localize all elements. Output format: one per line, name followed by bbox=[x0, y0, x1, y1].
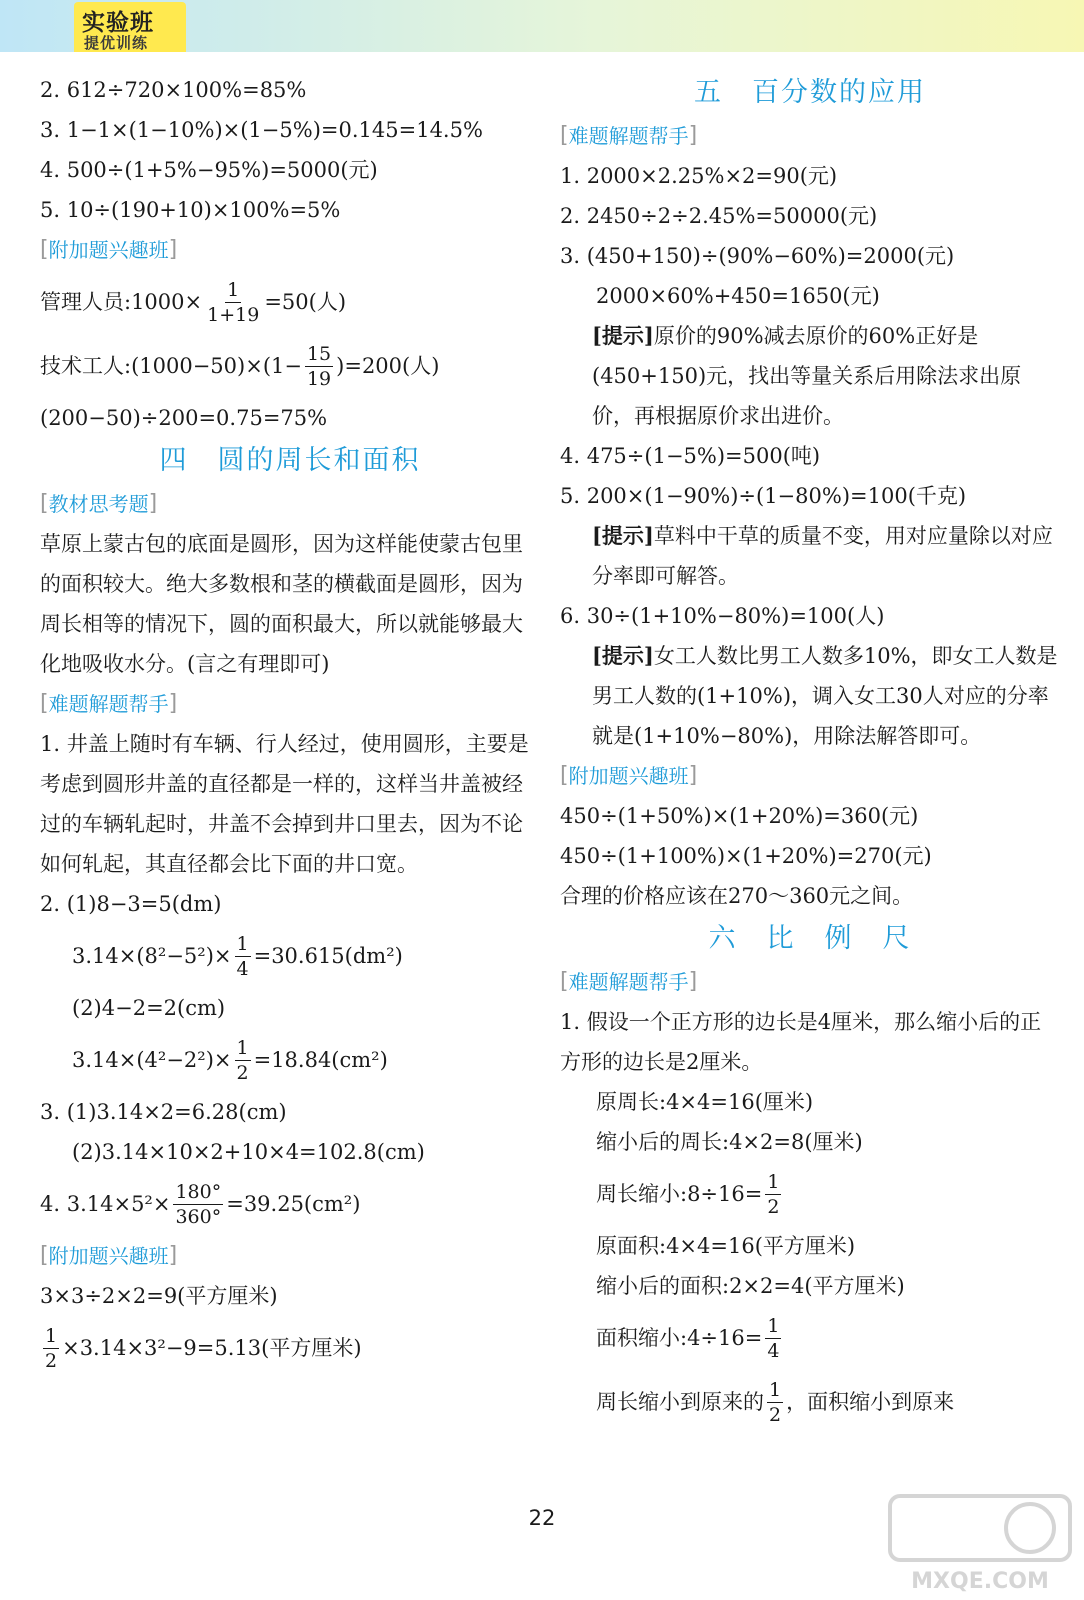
answer-line: 合理的价格应该在270～360元之间。 bbox=[560, 884, 914, 908]
answer-line: (2)3.14×10×2+10×4=102.8(cm) bbox=[72, 1140, 425, 1164]
answer-line: 2. 612÷720×100%=85% bbox=[40, 78, 307, 102]
hint-paragraph bbox=[560, 636, 1060, 756]
answer-line: 450÷(1+50%)×(1+20%)=360(元) bbox=[560, 804, 919, 828]
fraction-denominator: 2 bbox=[236, 1061, 249, 1084]
brand-subtitle: 提优训练 bbox=[84, 34, 149, 52]
fraction-denominator: 4 bbox=[767, 1339, 780, 1362]
answer-line: 2. 2450÷2÷2.45%=50000(元) bbox=[560, 204, 878, 228]
tag-label: 难题解题帮手 bbox=[568, 124, 689, 148]
fraction-numerator: 1 bbox=[236, 932, 249, 955]
answer-line bbox=[560, 1162, 1060, 1226]
tag-help: [ 难题解题帮手 ] bbox=[560, 962, 1060, 1002]
answer-paragraph: 1. 井盖上随时有车辆、行人经过，使用圆形，主要是考虑到圆形井盖的直径都是一样的，这样当井盖被经过的车辆轧起时，井盖不会掉到井口里去，因为不论如何轧起，其直径都会比下面的井口宽。 bbox=[40, 732, 529, 876]
fraction bbox=[205, 279, 261, 326]
tag-extra: [ 附加题兴趣班 ] bbox=[40, 1236, 540, 1276]
left-column bbox=[40, 70, 540, 1380]
tag-extra: [ 附加题兴趣班 ] bbox=[40, 230, 540, 270]
watermark-logo bbox=[880, 1488, 1080, 1598]
hint-label: [提示] bbox=[592, 643, 654, 668]
answer-line bbox=[40, 1028, 540, 1092]
answer-line: 3. (1)3.14×2=6.28(cm) bbox=[40, 1100, 287, 1124]
tag-help: [ 难题解题帮手 ] bbox=[40, 684, 540, 724]
tag-label: 附加题兴趣班 bbox=[48, 238, 169, 262]
expr-text: 周长缩小:8÷16= bbox=[596, 1182, 763, 1206]
answer-line: 原周长:4×4=16(厘米) bbox=[596, 1090, 814, 1114]
hint-label: [提示] bbox=[592, 323, 654, 348]
expr-text: 3.14×(4²−2²)× bbox=[72, 1048, 232, 1072]
expr-text: ×3.14×3²−9=5.13(平方厘米) bbox=[62, 1336, 362, 1360]
fraction-numerator: 1 bbox=[767, 1314, 780, 1337]
tag-label: 难题解题帮手 bbox=[48, 692, 169, 716]
answer-paragraph: 1. 假设一个正方形的边长是4厘米，那么缩小后的正方形的边长是2厘米。 bbox=[560, 1010, 1042, 1074]
answer-line: 5. 10÷(190+10)×100%=5% bbox=[40, 198, 341, 222]
answer-line: 原面积:4×4=16(平方厘米) bbox=[596, 1234, 856, 1258]
fraction-denominator: 360° bbox=[175, 1205, 222, 1228]
fraction-numerator: 15 bbox=[306, 342, 332, 365]
brand-logo bbox=[74, 2, 186, 52]
expr-text: ，面积缩小到原来 bbox=[786, 1390, 955, 1414]
hint-label: [提示] bbox=[592, 523, 654, 548]
expr-text: 3.14×(8²−5²)× bbox=[72, 944, 232, 968]
tag-label: 附加题兴趣班 bbox=[48, 1244, 169, 1268]
expr-text: 4. 3.14×5²× bbox=[40, 1192, 171, 1216]
section-title: 四 圆的周长和面积 bbox=[159, 445, 421, 476]
expr-text: =30.615(dm²) bbox=[253, 944, 403, 968]
fraction bbox=[43, 1325, 59, 1372]
fraction-numerator: 1 bbox=[769, 1378, 782, 1401]
tag-extra: [ 附加题兴趣班 ] bbox=[560, 756, 1060, 796]
fraction bbox=[765, 1315, 781, 1362]
fraction-denominator: 19 bbox=[306, 367, 332, 390]
tag-label: 附加题兴趣班 bbox=[568, 764, 689, 788]
answer-line: 4. 500÷(1+5%−95%)=5000(元) bbox=[40, 158, 378, 182]
fraction bbox=[235, 1037, 251, 1084]
fraction-numerator: 1 bbox=[236, 1036, 249, 1059]
expr-text: =39.25(cm²) bbox=[226, 1192, 361, 1216]
answer-line bbox=[40, 1316, 540, 1380]
answer-line: 3. 1−1×(1−10%)×(1−5%)=0.145=14.5% bbox=[40, 118, 483, 142]
section-title: 五 百分数的应用 bbox=[694, 77, 926, 108]
fraction bbox=[767, 1379, 783, 1426]
answer-line bbox=[40, 334, 540, 398]
section-title: 六 比 例 尺 bbox=[708, 923, 912, 954]
fraction-numerator: 1 bbox=[767, 1170, 780, 1193]
hint-text: 草料中干草的质量不变，用对应量除以对应分率即可解答。 bbox=[592, 524, 1053, 588]
expr-text: 面积缩小:4÷16= bbox=[596, 1326, 763, 1350]
fraction-denominator: 2 bbox=[45, 1349, 58, 1372]
answer-line: 2. (1)8−3=5(dm) bbox=[40, 892, 222, 916]
fraction-numerator: 180° bbox=[175, 1180, 222, 1203]
page-number: 22 bbox=[528, 1506, 556, 1530]
expr-text: =50(人) bbox=[264, 290, 347, 314]
tag-think: [ 教材思考题 ] bbox=[40, 484, 540, 524]
fraction bbox=[235, 933, 251, 980]
hint-text: 原价的90%减去原价的60%正好是(450+150)元，找出等量关系后用除法求出原价，再根据原价求出进价。 bbox=[592, 324, 1022, 428]
tag-label: 教材思考题 bbox=[48, 492, 149, 516]
answer-line: 缩小后的周长:4×2=8(厘米) bbox=[596, 1130, 863, 1154]
brand-title: 实验班 bbox=[82, 10, 154, 36]
expr-text: 管理人员:1000× bbox=[40, 290, 203, 314]
answer-line: (2)4−2=2(cm) bbox=[72, 996, 226, 1020]
answer-line bbox=[40, 1172, 540, 1236]
expr-text: 技术工人:(1000−50)×(1− bbox=[40, 354, 302, 378]
answer-line bbox=[560, 1370, 1060, 1434]
expr-text: 周长缩小到原来的 bbox=[596, 1390, 764, 1414]
hint-text: 女工人数比男工人数多10%，即女工人数是男工人数的(1+10%)，调入女工30人对应的分率就是(1+10%−80%)，用除法解答即可。 bbox=[592, 644, 1058, 748]
answer-paragraph: 草原上蒙古包的底面是圆形，因为这样能使蒙古包里的面积较大。绝大多数根和茎的横截面是圆形，因为周长相等的情况下，圆的面积最大，所以就能够最大化地吸收水分。(言之有理即可) bbox=[40, 532, 523, 676]
answer-line: 5. 200×(1−90%)÷(1−80%)=100(千克) bbox=[560, 484, 967, 508]
fraction-denominator: 1+19 bbox=[207, 303, 260, 326]
svg-text:MXQE.COM: MXQE.COM bbox=[911, 1569, 1049, 1594]
fraction-denominator: 2 bbox=[767, 1195, 780, 1218]
tag-help: [ 难题解题帮手 ] bbox=[560, 116, 1060, 156]
answer-line: 1. 2000×2.25%×2=90(元) bbox=[560, 164, 838, 188]
hint-paragraph bbox=[560, 316, 1060, 436]
answer-line: 3. (450+150)÷(90%−60%)=2000(元) bbox=[560, 244, 955, 268]
expr-text: )=200(人) bbox=[336, 354, 440, 378]
answer-line: (200−50)÷200=0.75=75% bbox=[40, 406, 328, 430]
answer-line bbox=[40, 270, 540, 334]
answer-line bbox=[560, 1306, 1060, 1370]
fraction bbox=[765, 1171, 781, 1218]
answer-line bbox=[40, 924, 540, 988]
fraction-denominator: 4 bbox=[236, 957, 249, 980]
answer-line: 2000×60%+450=1650(元) bbox=[596, 284, 880, 308]
answer-line: 3×3÷2×2=9(平方厘米) bbox=[40, 1284, 278, 1308]
fraction-denominator: 2 bbox=[769, 1403, 782, 1426]
hint-paragraph bbox=[560, 516, 1060, 596]
answer-line: 4. 475÷(1−5%)=500(吨) bbox=[560, 444, 821, 468]
fraction-numerator: 1 bbox=[45, 1324, 58, 1347]
expr-text: =18.84(cm²) bbox=[253, 1048, 388, 1072]
right-column bbox=[560, 70, 1060, 1434]
answer-line: 450÷(1+100%)×(1+20%)=270(元) bbox=[560, 844, 932, 868]
fraction bbox=[173, 1181, 223, 1228]
fraction bbox=[305, 343, 333, 390]
fraction-numerator: 1 bbox=[227, 278, 240, 301]
tag-label: 难题解题帮手 bbox=[568, 970, 689, 994]
answer-line: 6. 30÷(1+10%−80%)=100(人) bbox=[560, 604, 885, 628]
answer-line: 缩小后的面积:2×2=4(平方厘米) bbox=[596, 1274, 905, 1298]
